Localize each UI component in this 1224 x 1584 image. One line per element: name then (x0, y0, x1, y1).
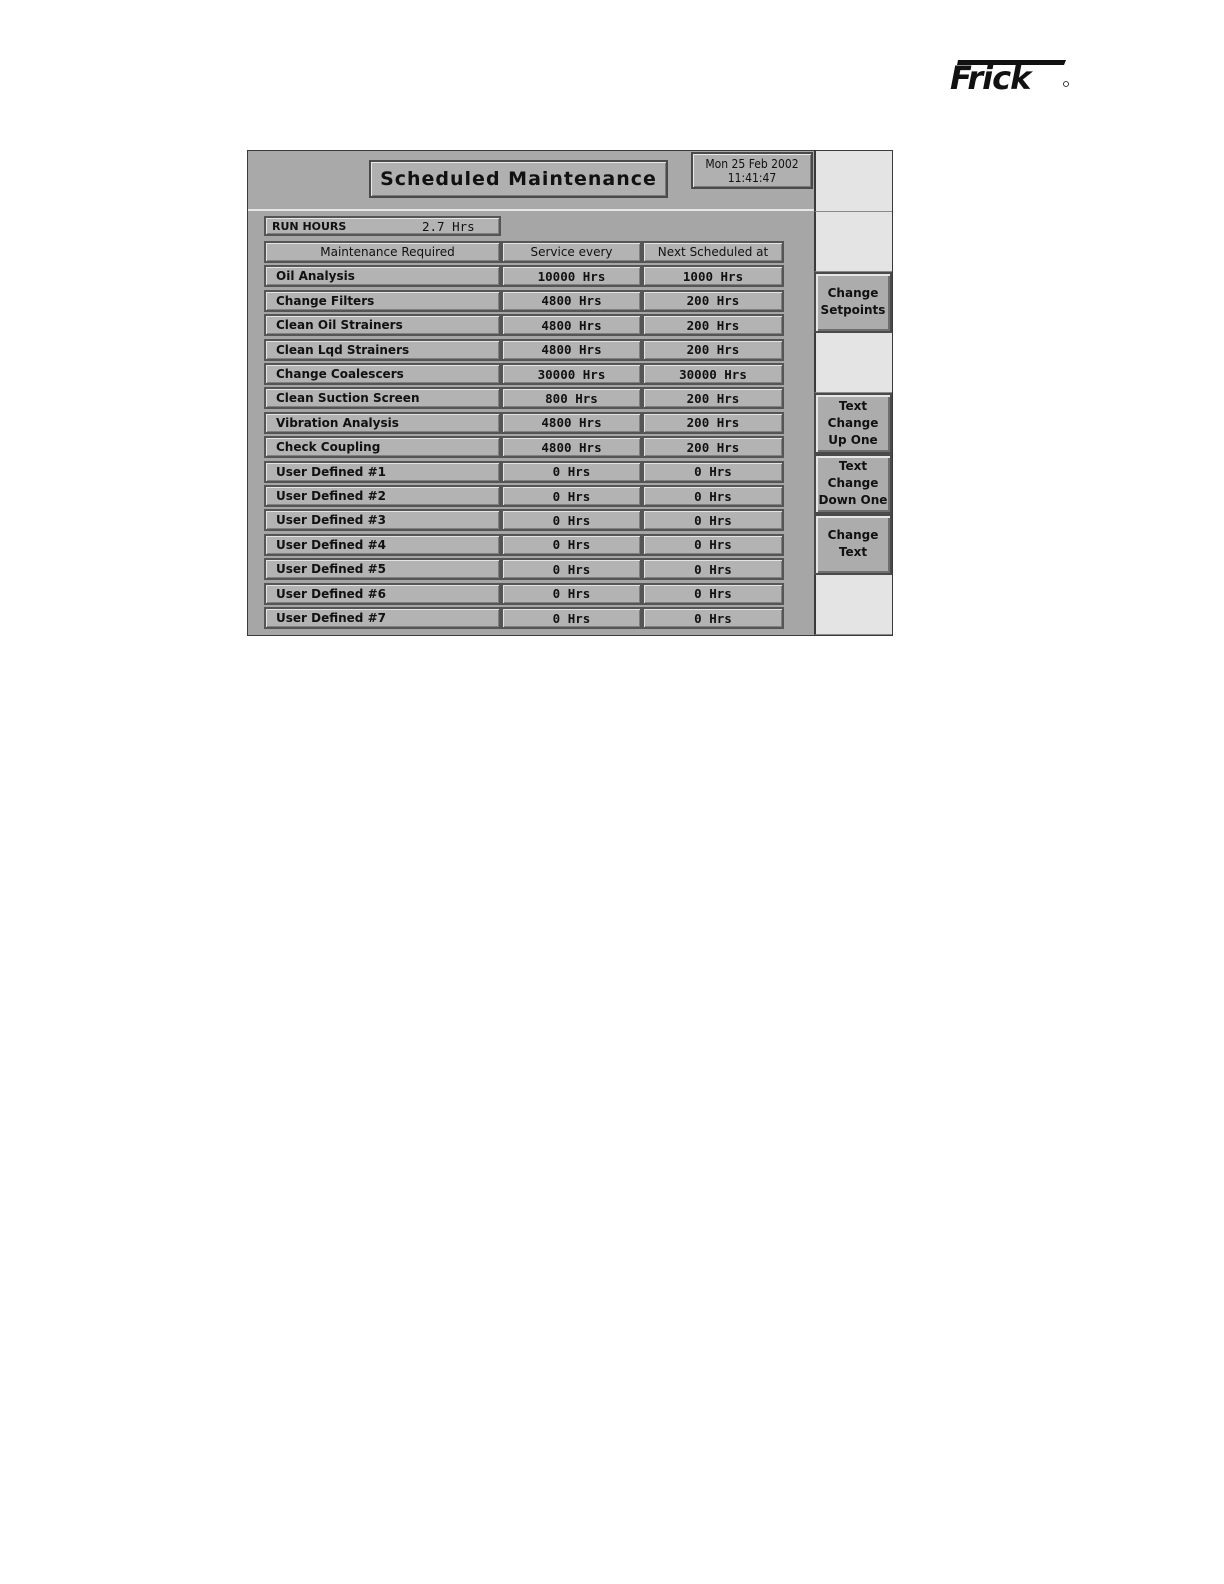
svg-text:Frick: Frick (950, 59, 1031, 96)
service-interval-value: 30000 Hrs (501, 363, 642, 385)
column-header: Service every (501, 241, 642, 263)
time-text: 11:41:47 (727, 170, 777, 185)
service-interval-value: 800 Hrs (501, 387, 642, 409)
service-interval-value: 0 Hrs (501, 509, 642, 531)
next-scheduled-value: 200 Hrs (642, 290, 784, 312)
next-scheduled-value: 0 Hrs (642, 583, 784, 605)
next-scheduled-value: 0 Hrs (642, 607, 784, 629)
maintenance-item-label: Check Coupling (264, 436, 501, 458)
date-time-display (691, 152, 813, 189)
next-scheduled-value: 0 Hrs (642, 509, 784, 531)
maintenance-item-label: Oil Analysis (264, 265, 501, 287)
softkey-column (814, 151, 892, 635)
date-text: Mon 25 Feb 2002 (705, 156, 799, 171)
service-interval-value: 4800 Hrs (501, 339, 642, 361)
service-interval-value: 10000 Hrs (501, 265, 642, 287)
next-scheduled-value: 200 Hrs (642, 339, 784, 361)
maintenance-item-label: Clean Oil Strainers (264, 314, 501, 336)
frick-logo (948, 56, 1072, 96)
softkey-4[interactable] (814, 333, 892, 394)
maintenance-item-label: Vibration Analysis (264, 412, 501, 434)
maintenance-item-label: Change Filters (264, 290, 501, 312)
service-interval-value: 0 Hrs (501, 461, 642, 483)
next-scheduled-value: 30000 Hrs (642, 363, 784, 385)
maintenance-item-label: User Defined #1 (264, 461, 501, 483)
service-interval-value: 0 Hrs (501, 485, 642, 507)
next-scheduled-value: 0 Hrs (642, 558, 784, 580)
service-interval-value: 0 Hrs (501, 607, 642, 629)
next-scheduled-value: 0 Hrs (642, 485, 784, 507)
run-hours-label: RUN HOURS (272, 219, 347, 233)
service-interval-value: 0 Hrs (501, 583, 642, 605)
next-scheduled-value: 200 Hrs (642, 387, 784, 409)
next-scheduled-value: 200 Hrs (642, 436, 784, 458)
column-header: Maintenance Required (264, 241, 501, 263)
next-scheduled-value: 200 Hrs (642, 314, 784, 336)
maintenance-item-label: User Defined #2 (264, 485, 501, 507)
next-scheduled-value: 200 Hrs (642, 412, 784, 434)
run-hours-value: 2.7 Hrs (422, 218, 475, 234)
maintenance-item-label: Change Coalescers (264, 363, 501, 385)
change-setpoints-button[interactable]: Change Setpoints (814, 272, 892, 333)
run-hours-display (264, 216, 501, 236)
maintenance-item-label: Clean Lqd Strainers (264, 339, 501, 361)
service-interval-value: 4800 Hrs (501, 314, 642, 336)
maintenance-item-label: User Defined #7 (264, 607, 501, 629)
service-interval-value: 0 Hrs (501, 558, 642, 580)
maintenance-item-label: User Defined #5 (264, 558, 501, 580)
next-scheduled-value: 1000 Hrs (642, 265, 784, 287)
service-interval-value: 4800 Hrs (501, 412, 642, 434)
hmi-screen (247, 150, 893, 636)
softkey-2[interactable] (814, 212, 892, 273)
text-change-down-one-button[interactable]: Text Change Down One (814, 454, 892, 515)
page-title: Scheduled Maintenance (369, 160, 668, 198)
column-header: Next Scheduled at (642, 241, 784, 263)
softkey-8[interactable] (814, 575, 892, 636)
service-interval-value: 4800 Hrs (501, 436, 642, 458)
service-interval-value: 4800 Hrs (501, 290, 642, 312)
maintenance-item-label: User Defined #3 (264, 509, 501, 531)
change-text-button[interactable]: Change Text (814, 514, 892, 575)
next-scheduled-value: 0 Hrs (642, 534, 784, 556)
service-interval-value: 0 Hrs (501, 534, 642, 556)
maintenance-panel (248, 211, 814, 635)
screen-header (248, 151, 814, 211)
text-change-up-one-button[interactable]: Text Change Up One (814, 393, 892, 454)
maintenance-item-label: Clean Suction Screen (264, 387, 501, 409)
maintenance-item-label: User Defined #6 (264, 583, 501, 605)
softkey-1[interactable] (814, 151, 892, 212)
next-scheduled-value: 0 Hrs (642, 461, 784, 483)
maintenance-item-label: User Defined #4 (264, 534, 501, 556)
